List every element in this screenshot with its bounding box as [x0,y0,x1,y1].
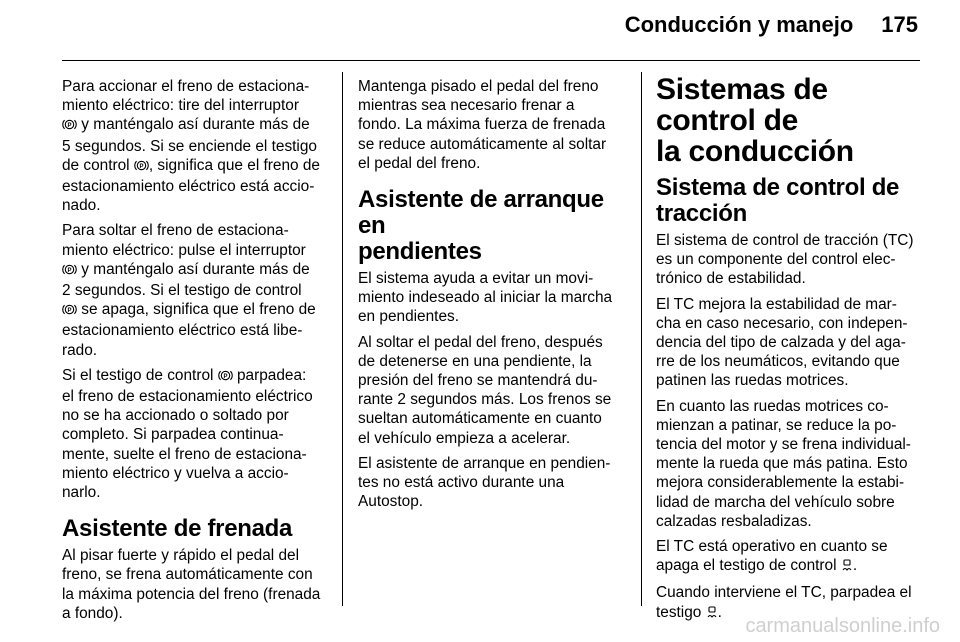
column-3 [656,74,924,630]
heading-traction-control: Sistema de control de tracción [656,174,900,227]
column-1 [62,77,326,629]
paragraph: El asistente de arranque en pendien- tes no está activo durante una Autostop. [358,454,611,511]
paragraph: Si el testigo de control P parpadea: el freno de estacionamiento eléctrico no se ha accionado o soltado por completo. Si parpadea continua- mente, suelte el freno de estaciona- miento eléctrico y vuelva a accio- narlo. [62,366,313,502]
parking-brake-icon [134,158,149,177]
header-rule [62,60,920,61]
parking-brake-icon [62,302,77,321]
page-title: Conducción y manejo [624,12,854,37]
svg-text:P: P [67,308,72,315]
parking-brake-icon [62,117,77,136]
page-header [625,12,918,38]
heading-driving-control-systems: Sistemas de control de la conducción [656,73,854,168]
heading-hill-start-assist: Asistente de arranque en pendientes [358,186,604,266]
parking-brake-icon [218,368,233,387]
svg-text:P: P [67,123,72,130]
parking-brake-icon [62,262,77,281]
traction-control-icon [706,605,718,624]
watermark: carmanualsonline.info [745,615,940,637]
paragraph: El sistema ayuda a evitar un movi- miento indeseado al iniciar la marcha en pendientes. [358,270,613,326]
paragraph: Mantenga pisado el pedal del freno mientras sea necesario frenar a fondo. La máxima fuerza de frenada se reduce automáticamente al soltar el pedal del freno. [358,78,607,172]
paragraph: Para accionar el freno de estaciona- miento eléctrico: tire del interruptor P y manténgalo así durante más de 5 segundos. Si se enciende el testigo de control P , significa que el freno de estacionamiento eléctrico está accio- nado. [62,78,320,215]
column-divider [342,72,343,606]
paragraph: Al pisar fuerte y rápido el pedal del freno, se frena automáticamente con la máxima potencia del freno (frenada a fondo). [62,547,321,622]
paragraph: El TC está operativo en cuanto se apaga el testigo de control . [656,537,924,577]
traction-control-icon [841,558,853,577]
paragraph: Para soltar el freno de estaciona- miento eléctrico: pulse el interruptor P y manténgalo así durante más de 2 segundos. Si el testigo de control P se apaga, significa que el freno de estacionamiento eléctrico está libe- rado. [62,222,316,359]
svg-text:P: P [139,163,144,170]
column-divider [641,72,642,606]
paragraph: El sistema de control de tracción (TC) es un componente del control elec- trónico de estabilidad. [656,232,914,288]
paragraph: El TC mejora la estabilidad de mar- cha en caso necesario, con indepen- dencia del tipo de calzada y del aga- rre de los neumáticos, evitando que patinen las ruedas motrices. [656,295,908,390]
paragraph: Cuando interviene el TC, parpadea el testigo . [656,583,924,623]
page-number: 175 [881,12,918,37]
svg-text:P: P [223,373,228,380]
paragraph: En cuanto las ruedas motrices co- mienzan a patinar, se reduce la po- tencia del motor y se frena individual- mente la rueda que más patina. Esto mejora considerablemente la estabi- lidad de marcha del vehículo sobre calzadas resbaladizas. [656,397,911,530]
heading-brake-assist: Asistente de frenada [62,515,293,543]
column-2 [358,77,624,517]
paragraph: Al soltar el pedal del freno, después de detenerse en una pendiente, la presión del freno se mantendrá du- rante 2 segundos más. Los frenos se sueltan automáticamente en cuanto el vehículo empieza a acelerar. [358,333,612,447]
svg-text:P: P [67,267,72,274]
